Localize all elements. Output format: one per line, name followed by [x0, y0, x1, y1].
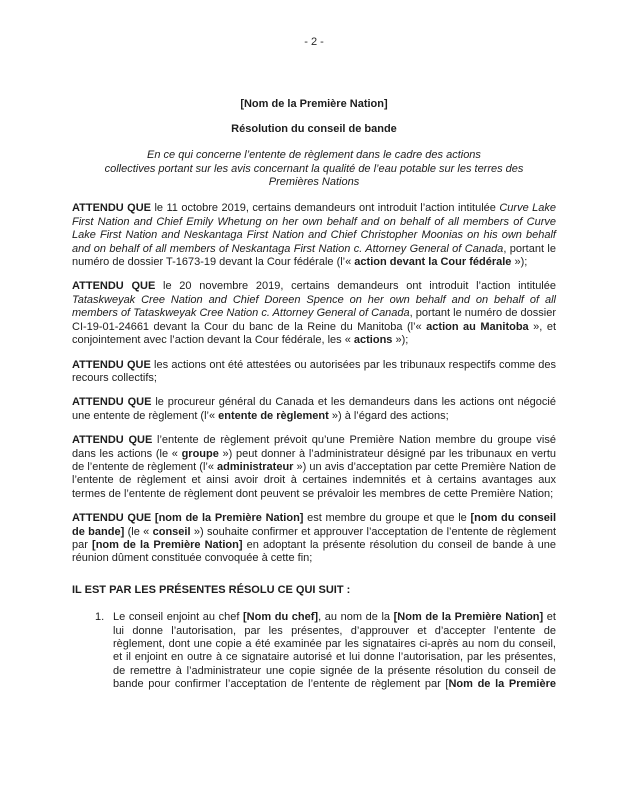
text-run: conseil: [152, 525, 191, 538]
text-run: (le «: [124, 525, 153, 538]
preamble-line: collectives portant sur les avis concernant la qualité de l’eau potable sur les terres des: [104, 162, 524, 175]
text-run: action au Manitoba: [426, 320, 529, 333]
text-run: le 11 octobre 2019, certains demandeurs ont introduit l’action intitulée: [151, 202, 500, 215]
text-run: ATTENDU QUE: [72, 396, 152, 409]
text-run: et lui donne l’autorisation, par les présentes, d’approuver et d’accepter l’entente de règlement, dont une copie a été examinée par les signataires ci-après au nom du conseil, et il enjoint en outre à ce signataire autorisé et lui donne l’autorisation, par les présentes, de remettre à l’administrateur une copie signée de la présente résolution du conseil de bande pour confirmer l’acceptation de l’entente de règlement par [: [113, 611, 556, 691]
text-run: ») à l’égard des actions;: [328, 409, 449, 422]
paragraph: [72, 396, 556, 423]
text-run: Tataskweyak Cree Nation and Chief Doreen Spence on her own behalf and on behalf of all members of Tataskweyak Cree Nation c. Attorney General of Canada: [72, 293, 556, 320]
attendu-paragraphs: [72, 202, 556, 565]
document-subtitle: Résolution du conseil de bande: [231, 122, 397, 135]
text-run: l’entente de règlement prévoit qu’une Première Nation membre du groupe visé dans les actions (le «: [72, 434, 556, 460]
text-run: ATTENDU QUE: [72, 202, 152, 215]
text-run: [nom du conseil de bande]: [72, 512, 557, 538]
text-run: ») peut donner à l’administrateur désigné par les tribunaux en vertu de l’entente de règlement (l’«: [72, 447, 556, 473]
text-run: est membre du groupe et que le: [303, 512, 471, 525]
item-number: 1.: [95, 611, 105, 624]
text-run: le procureur général du Canada et les demandeurs dans les actions ont négocié une entente de règlement (l’«: [72, 396, 556, 422]
paragraph: [72, 512, 556, 566]
paragraph: [72, 359, 556, 386]
text-run: groupe: [181, 447, 219, 460]
text-run: ATTENDU QUE [nom de la Première Nation]: [72, 512, 304, 525]
text-run: en adoptant la présente résolution du conseil de bande à une réunion dûment constituée convoquée à cette fin;: [72, 538, 556, 565]
text-run: administrateur: [217, 460, 294, 473]
text-run: [Nom du chef]: [243, 611, 319, 624]
text-run: [nom de la Première Nation]: [92, 538, 243, 551]
paragraph: [72, 280, 556, 347]
resolution-list: [72, 611, 556, 691]
text-run: , portant le numéro de dossier T-1673-19 devant la Cour fédérale (l’«: [72, 242, 556, 269]
text-run: actions: [353, 334, 393, 347]
resolution-item: [72, 611, 556, 691]
text-run: ATTENDU QUE: [72, 434, 153, 447]
text-run: entente de règlement: [218, 409, 329, 422]
text-run: », et conjointement avec l’action devant la Cour fédérale, les «: [72, 320, 557, 347]
paragraph: [72, 202, 556, 269]
preamble-line: Premières Nations: [268, 176, 360, 189]
text-run: Curve Lake First Nation and Chief Emily Whetung on her own behalf and on behalf of all members of Curve Lake First Nation and Neskantaga First Nation and Chief Christopher Moonias on his own behalf and on behalf of all members of Neskantaga First Nation c. Attorney General of Canada: [72, 202, 556, 255]
document-title: [Nom de la Première Nation]: [240, 98, 388, 111]
text-run: »);: [511, 256, 528, 269]
paragraph: [72, 434, 556, 501]
text-run: Le conseil enjoint au chef: [113, 611, 243, 624]
text-run: les actions ont été attestées ou autorisées par les tribunaux respectifs comme des recours collectifs;: [72, 358, 556, 384]
text-run: ATTENDU QUE: [72, 280, 156, 293]
text-run: , portant le numéro de dossier CI-19-01-24661 devant la Cour du banc de la Reine du Manitoba (l’«: [72, 307, 556, 333]
item-text: [113, 611, 556, 691]
page-number: - 2 -: [304, 36, 324, 48]
text-run: le 20 novembre 2019, certains demandeurs ont introduit l’action intitulée: [155, 280, 556, 293]
text-run: action devant la Cour fédérale: [354, 256, 512, 269]
text-run: ») un avis d’acceptation par cette Première Nation de l’entente de règlement et ainsi avoir droit à certaines indemnités et à certains avantages aux termes de l’entente de règlement dont peuvent se prévaloir les membres de cette Première Nation;: [72, 460, 556, 500]
text-run: ») souhaite confirmer et approuver l’acceptation de l’entente de règlement par: [72, 525, 557, 551]
text-run: »);: [392, 334, 409, 347]
text-run: [Nom de la Première Nation]: [393, 611, 544, 624]
preamble: [72, 149, 556, 189]
text-run: ATTENDU QUE: [72, 358, 151, 371]
resolution-heading: IL EST PAR LES PRÉSENTES RÉSOLU CE QUI SUIT :: [72, 583, 351, 596]
text-run: , au nom de la: [318, 611, 394, 624]
text-run: Nom de la Première: [448, 678, 556, 691]
preamble-line: En ce qui concerne l’entente de règlement dans le cadre des actions: [147, 149, 481, 162]
